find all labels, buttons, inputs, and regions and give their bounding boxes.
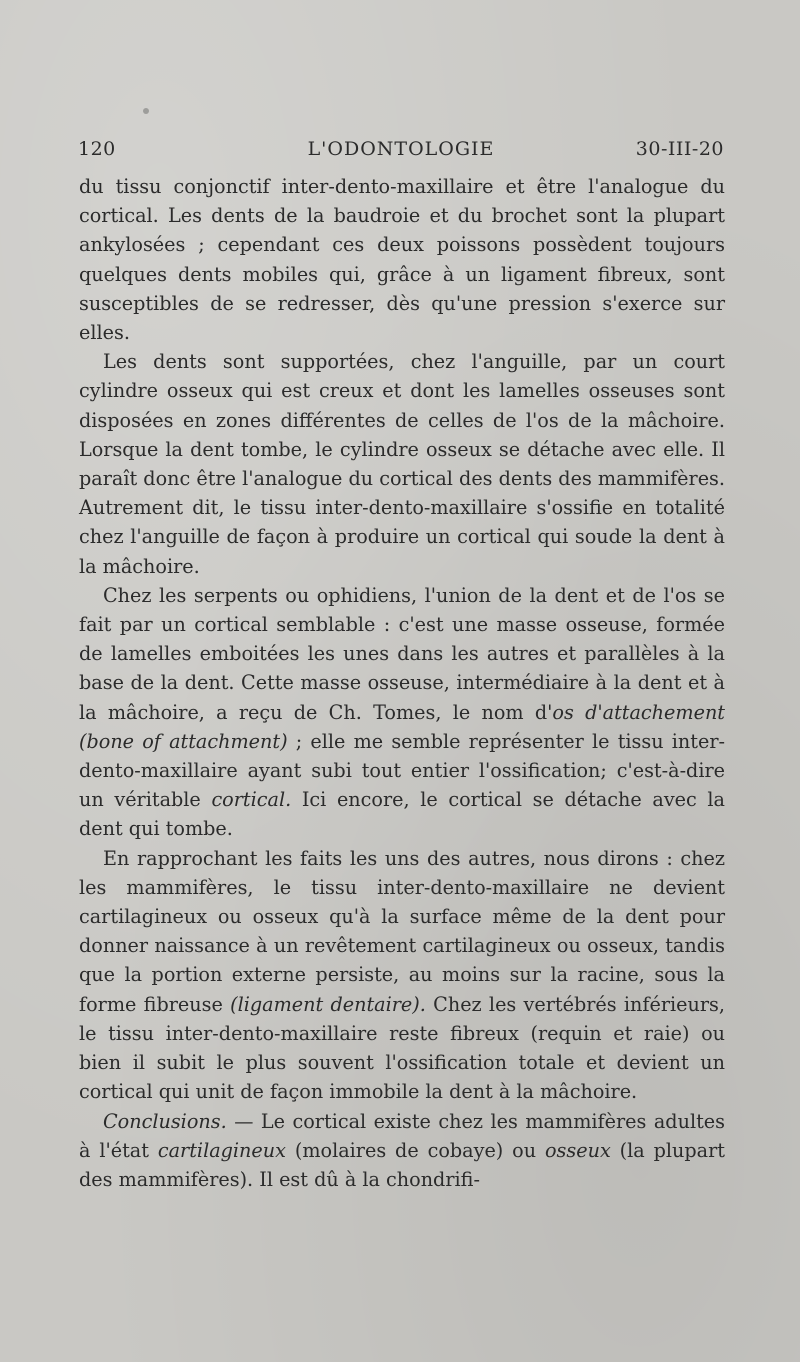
- italic-run: Conclusions.: [103, 1109, 227, 1133]
- text-run: Chez les vertébrés inférieurs, le tissu inter-dento-maxillaire reste fibreux (requin et raie) ou bien il subit le plus souvent l'ossification totale et devient un cortical qui unit de façon immobile la dent à la mâchoire.: [79, 992, 725, 1104]
- italic-run: os d'attachement (bone of attachment): [79, 700, 726, 753]
- paragraph-p1: [79, 172, 725, 347]
- italic-run: osseux: [544, 1138, 611, 1162]
- text-run: (la plupart des mammifères). Il est dû à la chondrifi-: [79, 1138, 725, 1191]
- italic-run: (ligament dentaire).: [230, 992, 426, 1016]
- paragraph-p2: [79, 347, 725, 581]
- italic-run: cortical.: [211, 788, 292, 812]
- body-text: [79, 172, 725, 1194]
- paragraph-p5: [79, 1107, 725, 1195]
- text-run: — Le cortical existe chez les mammifères adultes à l'état: [79, 1109, 725, 1162]
- running-head: [78, 138, 724, 168]
- text-run: du tissu conjonctif inter-dento-maxillaire et être l'analogue du cortical. Les dents de la baudroie et du brochet sont la plupart ankylosées ; cependant ces deux poissons possèdent toujours quelques dents mobiles qui, grâce à un ligament fibreux, sont susceptibles de se redresser, dès qu'une pression s'exerce sur elles.: [79, 175, 725, 345]
- italic-run: cartilagineux: [157, 1138, 286, 1162]
- text-run: Chez les serpents ou ophidiens, l'union de la dent et de l'os se fait par un cortical semblable : c'est une masse osseuse, formée de lamelles emboitées les unes dans les autres et parallèles à la base de la dent. Cette masse osseuse, intermédiaire à la dent et à la mâchoire, a reçu de Ch. Tomes, le nom d': [79, 583, 725, 724]
- page-number: 120: [78, 138, 116, 160]
- text-run: En rapprochant les faits les uns des autres, nous dirons : chez les mammifères, le tissu inter-dento-maxillaire ne devient cartilagineux ou osseux qu'à la surface même de la dent pour donner naissance à un revêtement cartilagineux ou osseux, tandis que la portion externe persiste, au moins sur la racine, sous la forme fibreuse: [79, 846, 725, 1016]
- issue-date: 30-III-20: [635, 138, 724, 160]
- text-run: ; elle me semble représenter le tissu inter-dento-maxillaire ayant subi tout entier l'ossification; c'est-à-dire un véritable: [79, 729, 725, 812]
- text-run: Les dents sont supportées, chez l'anguille, par un court cylindre osseux qui est creux et dont les lamelles osseuses sont disposées en zones différentes de celles de l'os de la mâchoire. Lorsque la dent tombe, le cylindre osseux se détache avec elle. Il paraît donc être l'analogue du cortical des dents des mammifères. Autrement dit, le tissu inter-dento-maxillaire s'ossifie en totalité chez l'anguille de façon à produire un cortical qui soude la dent à la mâchoire.: [79, 350, 725, 578]
- ink-speck: [143, 108, 149, 114]
- paragraph-p4: [79, 844, 725, 1107]
- paragraph-p3: [79, 581, 725, 844]
- text-run: Ici encore, le cortical se détache avec la dent qui tombe.: [79, 788, 725, 841]
- journal-title: L'ODONTOLOGIE: [307, 138, 495, 160]
- text-run: (molaires de cobaye) ou: [285, 1138, 545, 1162]
